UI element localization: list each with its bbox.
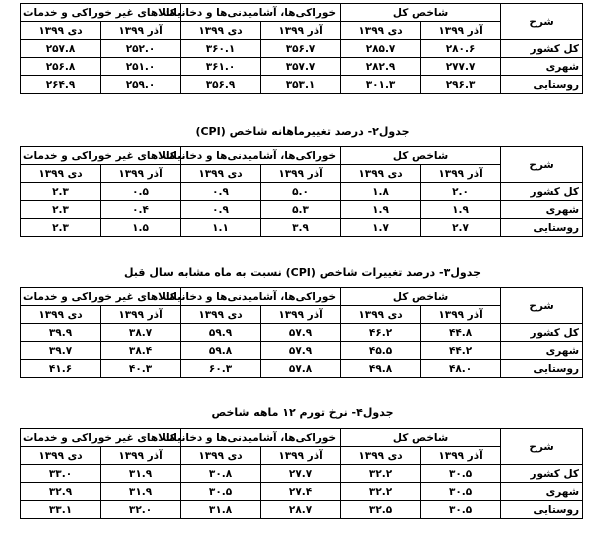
sub-header-azar: آذر ۱۳۹۹ — [261, 22, 341, 40]
sub-header-azar: آذر ۱۳۹۹ — [421, 306, 501, 324]
sub-header-azar: آذر ۱۳۹۹ — [421, 165, 501, 183]
group-header-food: خوراکی‌ها، آشامیدنی‌ها و دخانیات — [181, 429, 341, 447]
cell: ۲۸۲.۹ — [341, 58, 421, 76]
sub-header-dey: دی ۱۳۹۹ — [341, 165, 421, 183]
cell: ۳۹.۹ — [21, 324, 101, 342]
cell: ۳۲.۲ — [341, 465, 421, 483]
cell: ۲۹۶.۳ — [421, 76, 501, 94]
cell: ۴۴.۸ — [421, 324, 501, 342]
cell: ۵.۰ — [261, 183, 341, 201]
row-label: کل کشور — [501, 465, 583, 483]
row-label: شهری — [501, 342, 583, 360]
sub-header-azar: آذر ۱۳۹۹ — [261, 447, 341, 465]
sub-header-dey: دی ۱۳۹۹ — [181, 447, 261, 465]
cell: ۳۳.۰ — [21, 465, 101, 483]
table-row — [21, 360, 583, 378]
sub-header-dey: دی ۱۳۹۹ — [341, 306, 421, 324]
table-row — [21, 465, 583, 483]
sub-header-azar: آذر ۱۳۹۹ — [101, 447, 181, 465]
group-header-total: شاخص کل — [341, 4, 501, 22]
row-label: شهری — [501, 58, 583, 76]
cell: ۳۲.۹ — [21, 483, 101, 501]
cell: ۲۵۶.۸ — [21, 58, 101, 76]
cell: ۱.۷ — [341, 219, 421, 237]
desc-header: شرح — [501, 288, 583, 324]
cell: ۲۸.۷ — [261, 501, 341, 519]
group-header-food: خوراکی‌ها، آشامیدنی‌ها و دخانیات — [181, 288, 341, 306]
cell: ۳۲.۲ — [341, 483, 421, 501]
cell: ۰.۵ — [101, 183, 181, 201]
table-row — [21, 342, 583, 360]
cell: ۲۷.۴ — [261, 483, 341, 501]
table-row — [21, 501, 583, 519]
cell: ۳۰.۵ — [421, 501, 501, 519]
table-4-caption: جدول۴- نرخ تورم ۱۲ ماهه شاخص — [211, 406, 394, 419]
row-label: کل کشور — [501, 40, 583, 58]
cell: ۲۷.۷ — [261, 465, 341, 483]
sub-header-dey: دی ۱۳۹۹ — [21, 306, 101, 324]
cell: ۱.۹ — [341, 201, 421, 219]
table-1 — [20, 3, 583, 94]
cell: ۵.۳ — [261, 201, 341, 219]
sub-header-azar: آذر ۱۳۹۹ — [261, 306, 341, 324]
cell: ۲۶۴.۹ — [21, 76, 101, 94]
cell: ۴۱.۶ — [21, 360, 101, 378]
cell: ۲.۷ — [421, 219, 501, 237]
cell: ۴۸.۰ — [421, 360, 501, 378]
table-2-caption: جدول۲- درصد تغییرماهانه شاخص (CPI) — [195, 125, 410, 138]
cell: ۲۵۹.۰ — [101, 76, 181, 94]
sub-header-azar: آذر ۱۳۹۹ — [421, 447, 501, 465]
sub-header-azar: آذر ۱۳۹۹ — [101, 165, 181, 183]
row-label: کل کشور — [501, 324, 583, 342]
table-4 — [20, 428, 583, 519]
group-header-nonfood: کالاهای غیر خوراکی و خدمات — [21, 4, 181, 22]
group-header-nonfood: کالاهای غیر خوراکی و خدمات — [21, 429, 181, 447]
cell: ۵۹.۹ — [181, 324, 261, 342]
sub-header-dey: دی ۱۳۹۹ — [181, 22, 261, 40]
group-header-nonfood: کالاهای غیر خوراکی و خدمات — [21, 288, 181, 306]
row-label: کل کشور — [501, 183, 583, 201]
cell: ۳۱.۸ — [181, 501, 261, 519]
cell: ۵۷.۸ — [261, 360, 341, 378]
sub-header-dey: دی ۱۳۹۹ — [341, 447, 421, 465]
group-header-total: شاخص کل — [341, 429, 501, 447]
row-label: شهری — [501, 483, 583, 501]
cell: ۴۴.۲ — [421, 342, 501, 360]
table-row — [21, 324, 583, 342]
table-row — [21, 483, 583, 501]
cell: ۴۶.۲ — [341, 324, 421, 342]
group-header-food: خوراکی‌ها، آشامیدنی‌ها و دخانیات — [181, 4, 341, 22]
cell: ۲۵۲.۰ — [101, 40, 181, 58]
cell: ۲.۳ — [21, 201, 101, 219]
sub-header-azar: آذر ۱۳۹۹ — [261, 165, 341, 183]
sub-header-dey: دی ۱۳۹۹ — [21, 22, 101, 40]
desc-header: شرح — [501, 147, 583, 183]
cell: ۳۰۱.۳ — [341, 76, 421, 94]
cell: ۳۰.۵ — [181, 483, 261, 501]
cell: ۵۷.۹ — [261, 342, 341, 360]
cell: ۰.۹ — [181, 183, 261, 201]
table-row — [21, 76, 583, 94]
desc-header: شرح — [501, 429, 583, 465]
cell: ۳۵۶.۷ — [261, 40, 341, 58]
cell: ۰.۹ — [181, 201, 261, 219]
cell: ۳۳.۱ — [21, 501, 101, 519]
row-label: روستایی — [501, 219, 583, 237]
table-row — [21, 183, 583, 201]
cell: ۳۱.۹ — [101, 465, 181, 483]
sub-header-dey: دی ۱۳۹۹ — [341, 22, 421, 40]
cell: ۲.۳ — [21, 219, 101, 237]
table-3 — [20, 287, 583, 378]
cell: ۳۸.۴ — [101, 342, 181, 360]
cell: ۲۸۰.۶ — [421, 40, 501, 58]
cell: ۲۸۵.۷ — [341, 40, 421, 58]
cell: ۴۹.۸ — [341, 360, 421, 378]
cell: ۳۶۱.۰ — [181, 58, 261, 76]
row-label: روستایی — [501, 360, 583, 378]
cell: ۳۵۳.۱ — [261, 76, 341, 94]
cell: ۳۹.۷ — [21, 342, 101, 360]
group-header-total: شاخص کل — [341, 147, 501, 165]
cell: ۳۲.۵ — [341, 501, 421, 519]
table-row — [21, 219, 583, 237]
sub-header-azar: آذر ۱۳۹۹ — [101, 22, 181, 40]
sub-header-azar: آذر ۱۳۹۹ — [101, 306, 181, 324]
group-header-total: شاخص کل — [341, 288, 501, 306]
cell: ۳۰.۵ — [421, 483, 501, 501]
cell: ۳۵۷.۷ — [261, 58, 341, 76]
cell: ۱.۸ — [341, 183, 421, 201]
sub-header-dey: دی ۱۳۹۹ — [21, 165, 101, 183]
cell: ۳۱.۹ — [101, 483, 181, 501]
cell: ۳۸.۷ — [101, 324, 181, 342]
row-label: روستایی — [501, 76, 583, 94]
cell: ۴۵.۵ — [341, 342, 421, 360]
cell: ۱.۵ — [101, 219, 181, 237]
sub-header-azar: آذر ۱۳۹۹ — [421, 22, 501, 40]
sub-header-dey: دی ۱۳۹۹ — [181, 306, 261, 324]
group-header-nonfood: کالاهای غیر خوراکی و خدمات — [21, 147, 181, 165]
cell: ۵۷.۹ — [261, 324, 341, 342]
table-row — [21, 58, 583, 76]
cell: ۳۰.۸ — [181, 465, 261, 483]
cell: ۵۹.۸ — [181, 342, 261, 360]
desc-header: شرح — [501, 4, 583, 40]
cell: ۴۰.۳ — [101, 360, 181, 378]
row-label: روستایی — [501, 501, 583, 519]
cell: ۳۵۶.۹ — [181, 76, 261, 94]
cell: ۳.۹ — [261, 219, 341, 237]
cell: ۳۲.۰ — [101, 501, 181, 519]
row-label: شهری — [501, 201, 583, 219]
table-2 — [20, 146, 583, 237]
cell: ۳۰.۵ — [421, 465, 501, 483]
cell: ۲۵۱.۰ — [101, 58, 181, 76]
group-header-food: خوراکی‌ها، آشامیدنی‌ها و دخانیات — [181, 147, 341, 165]
cell: ۳۶۰.۱ — [181, 40, 261, 58]
table-row — [21, 40, 583, 58]
cell: ۱.۹ — [421, 201, 501, 219]
sub-header-dey: دی ۱۳۹۹ — [181, 165, 261, 183]
table-row — [21, 201, 583, 219]
cell: ۱.۱ — [181, 219, 261, 237]
cell: ۲.۳ — [21, 183, 101, 201]
sub-header-dey: دی ۱۳۹۹ — [21, 447, 101, 465]
cell: ۰.۴ — [101, 201, 181, 219]
table-3-caption: جدول۳- درصد تغییرات شاخص (CPI) نسبت به ماه مشابه سال قبل — [123, 266, 481, 279]
cell: ۲.۰ — [421, 183, 501, 201]
cell: ۲۷۷.۷ — [421, 58, 501, 76]
cell: ۶۰.۳ — [181, 360, 261, 378]
cell: ۲۵۷.۸ — [21, 40, 101, 58]
